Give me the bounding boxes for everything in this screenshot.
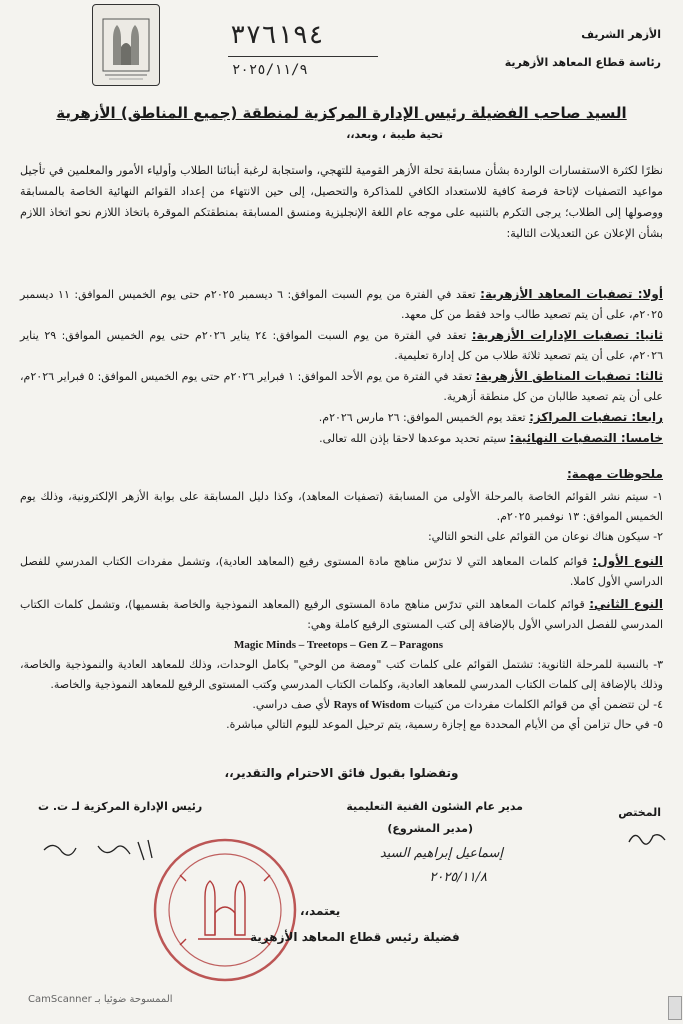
round-text: سيتم تحديد موعدها لاحقا بإذن الله تعالى. — [319, 432, 507, 445]
round-item — [20, 407, 663, 428]
reference-date: ٢٠٢٥/١١/٩ — [232, 62, 308, 78]
round-label: ثانيا: تصفيات الإدارات الأزهرية: — [471, 328, 663, 342]
azhar-emblem-icon — [93, 5, 159, 85]
note-4-after: لأي صف دراسي. — [252, 698, 331, 711]
signature-central — [40, 836, 160, 870]
round-item — [20, 428, 663, 449]
note-5: ٥- في حال تزامن أي من الأيام المحددة مع إجازة رسمية، يتم ترحيل الموعد لليوم التالي مباشرة. — [226, 718, 663, 731]
round-text: تعقد في الفترة من يوم السبت الموافق: ٢٤ يناير ٢٠٢٦م حتى يوم الخميس الموافق: ٢٩ يناير ٢٠٢٦م، على أن يتم تصعيد ثلاثة طلاب من كل إدارة تعليمية. — [20, 329, 663, 362]
seal-stamp-icon — [150, 835, 300, 985]
note-4-book: Rays of Wisdom — [333, 699, 411, 711]
note-3: ٣- بالنسبة للمرحلة الثانوية: تشتمل القوائم على كلمات كتب "ومضة من الوحي" بكامل الوحدات، وذلك للمعاهد العادية والنموذجية والخاصة، وذلك بالإضافة إلى كلمات الكتاب المدرسي للمعاهد العادية، وكلمات الكتاب المدرسي وكتب المستوى الرفيع للمعاهد النموذجية والخاصة. — [20, 658, 663, 691]
note-type-2 — [20, 594, 663, 635]
round-label: ثالثا: تصفيات المناطق الأزهرية: — [475, 369, 663, 383]
signature-specialist-title: المختص — [618, 806, 661, 819]
books-list — [20, 635, 663, 655]
round-label: خامسا: التصفيات النهائية: — [509, 431, 663, 445]
signature-specialist — [627, 826, 667, 852]
reference-divider — [228, 56, 378, 57]
scanner-watermark: الممسوحة ضوئيا بـ CamScanner — [28, 994, 173, 1005]
handwritten-signature-icon — [627, 826, 667, 848]
signature-director-title: مدير عام الشئون الفنية التعليمية — [346, 800, 523, 813]
round-item — [20, 325, 663, 366]
note-4-before: ٤- لن تتضمن أي من قوائم الكلمات مفردات من كتيبات — [413, 698, 663, 711]
round-item — [20, 366, 663, 407]
reference-number: ٣٧٦١٩٤ — [230, 20, 324, 50]
signature-director-date: ٢٠٢٥/١١/٨ — [429, 870, 487, 885]
notes-section — [20, 464, 663, 735]
rounds-list — [20, 284, 663, 449]
round-text: تعقد يوم الخميس الموافق: ٢٦ مارس ٢٠٢٦م. — [318, 411, 526, 424]
note-2: ٢- سيكون هناك نوعان من القوائم على النحو التالي: — [427, 530, 663, 543]
type1-text: قوائم كلمات المعاهد التي لا تدرّس مناهج مادة المستوى رفيع (المعاهد العادية)، وتشمل مفردات الكتاب المدرسي للفصل الدراسي الأول كاملا. — [20, 555, 663, 588]
round-label: أولا: تصفيات المعاهد الأزهرية: — [480, 287, 663, 301]
round-text: تعقد في الفترة من يوم السبت الموافق: ٦ ديسمبر ٢٠٢٥م حتى يوم الخميس الموافق: ١١ ديسمبر ٢٠٢٥م، على أن يتم تصعيد طالب واحد فقط من كل معهد. — [20, 288, 663, 321]
type2-label: النوع الثاني: — [589, 597, 664, 611]
greeting: تحية طيبة ، وبعد،، — [346, 128, 443, 141]
approval-label: يعتمد،، — [300, 904, 341, 918]
note-4 — [20, 695, 663, 715]
org-name: الأزهر الشريف — [581, 28, 661, 41]
official-seal — [150, 835, 300, 985]
approval-title: فضيلة رئيس قطاع المعاهد الأزهرية — [250, 930, 460, 944]
scanner-badge-icon — [668, 996, 682, 1020]
signature-director-subtitle: (مدير المشروع) — [387, 822, 473, 835]
intro-text: نظرًا لكثرة الاستفسارات الواردة بشأن مسابقة تحلة الأزهر القومية للتهجي، واستجابة لرغبة أبنائنا الطلاب وأولياء الأمور والمعلمين في تأجيل مواعيد التصفيات لإتاحة فرصة كافية للاستعداد الكافي للمذاكرة والتحصيل، إلى حين الانتهاء من إعداد القوائم النهائية الخاصة بالمسابقة ووصولها إلى الطلاب؛ يرجى التكرم بالتنبيه على موجه عام اللغة الإنجليزية ومنسق المسابقة بمنطقتكم الموقرة باتخاذ اللازم نحو اتخاذ اللازم بشأن الإعلان عن التعديلات التالية: — [20, 164, 663, 240]
round-item — [20, 284, 663, 325]
note-type-1 — [20, 551, 663, 592]
round-text: تعقد في الفترة من يوم الأحد الموافق: ١ فبراير ٢٠٢٦م حتى يوم الخميس الموافق: ٥ فبراير ٢٠٢٦م، على أن يتم تصعيد طالبان من كل منطقة أزهرية. — [20, 370, 663, 403]
handwritten-signature-icon — [40, 836, 160, 866]
round-label: رابعا: تصفيات المراكز: — [529, 410, 663, 424]
signature-central-title: رئيس الإدارة المركزية لـ ت. ت — [38, 800, 203, 813]
org-department: رئاسة قطاع المعاهد الأزهرية — [504, 56, 661, 69]
type1-label: النوع الأول: — [592, 554, 664, 568]
azhar-logo — [92, 4, 160, 86]
closing-line: وتفضلوا بقبول فائق الاحترام والتقدير،، — [224, 766, 459, 780]
note-1: ١- سيتم نشر القوائم الخاصة بالمرحلة الأولى من المسابقة (تصفيات المعاهد)، وكذا دليل المسابقة على بوابة الأزهر الإلكترونية، وذلك يوم الخميس الموافق: ١٣ نوفمبر ٢٠٢٥م. — [20, 490, 663, 523]
type2-text: قوائم كلمات المعاهد التي تدرّس مناهج مادة المستوى الرفيع (المعاهد النموذجية والخاصة بقسميها)، وتشمل كلمات الكتاب المدرسي للفصل الدراسي الأول بالإضافة إلى كتب المستوى الرفيع كاملة وهي: — [20, 598, 663, 631]
addressee: السيد صاحب الفضيلة رئيس الإدارة المركزية لمنطقة (جميع المناطق) الأزهرية — [56, 104, 627, 122]
intro-paragraph — [20, 160, 663, 244]
notes-title: ملحوظات مهمة: — [566, 467, 663, 481]
books-titles: Magic Minds – Treetops – Gen Z – Paragons — [234, 639, 443, 651]
signature-director-name: إسماعيل إبراهيم السيد — [379, 846, 503, 861]
